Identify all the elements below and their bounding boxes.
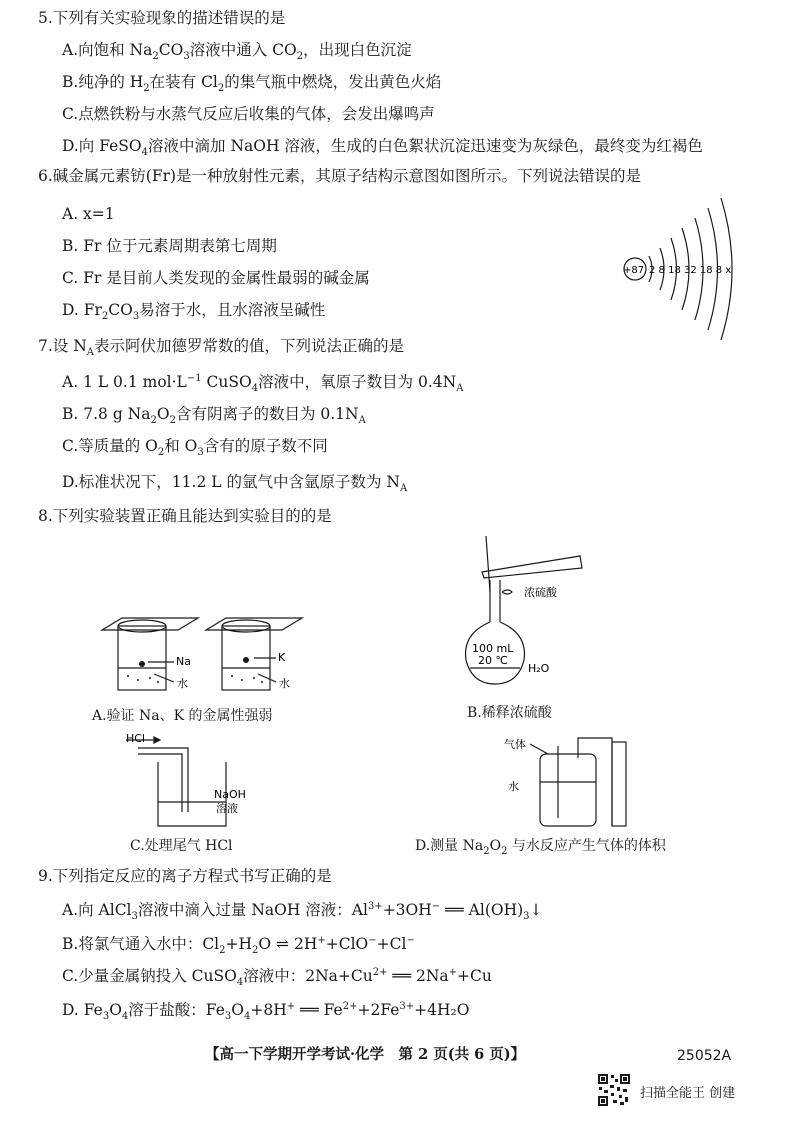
q7-option-b: B. 7.8 g $Na_2O_2$含有阴离子的数目为 $0.1N_A$ <box>62 405 366 427</box>
q7-option-a: A. 1 L 0.1 $mol\cdot L^{-1}$ CuSO$_4$溶液中，氧原子数目为 $0.4N_A$ <box>62 372 464 395</box>
label-flask-volume: 100 mL <box>472 642 514 655</box>
q5-stem: 5.下列有关实验现象的描述错误的是 <box>38 9 286 27</box>
scanner-watermark: 扫描全能王 创建 <box>640 1086 736 1101</box>
exam-code: 25052A <box>677 1048 732 1064</box>
page-footer: 【高一下学期开学考试·化学 第 2 页(共 6 页)】 <box>205 1046 526 1063</box>
q6-stem: 6.碱金属元素钫(Fr)是一种放射性元素，其原子结构示意图如图所示。下列说法错误的是 <box>38 167 642 185</box>
label-water-d: 水 <box>508 780 519 793</box>
q9-option-d: D. $Fe_3O_4$溶于盐酸：$Fe_3O_4+8H^+$ ══ $Fe^{2+}+2Fe^{3+}+4H_2O$ <box>62 1000 470 1023</box>
figure-b-caption: B.稀释浓硫酸 <box>467 705 552 721</box>
q5-option-d: D.向 FeSO$_4$溶液中滴加 NaOH 溶液，生成的白色絮状沉淀迅速变为灰绿色，最终变为红褐色 <box>62 137 703 159</box>
q9-option-b: B.将氯气通入水中：$Cl_2+H_2O$ ⇌ 2H++ClO−+Cl− <box>62 934 415 957</box>
label-naoh: NaOH <box>214 788 246 801</box>
label-k: K <box>278 651 286 664</box>
q9-stem: 9.下列指定反应的离子方程式书写正确的是 <box>38 867 332 885</box>
gas-tube-inner <box>138 754 182 812</box>
label-water-left: 水 <box>177 677 188 690</box>
q6-option-c: C. Fr 是目前人类发现的金属性最弱的碱金属 <box>62 269 370 287</box>
q7-option-c: C.等质量的 $O_2$和 $O_3$含有的原子数不同 <box>62 437 328 459</box>
fr-atom-diagram <box>615 190 745 340</box>
figure-a-na-k-beakers <box>98 612 318 698</box>
q7-stem: 7.设 $N_A$表示阿伏加德罗常数的值，下列说法正确的是 <box>38 337 405 359</box>
sodium-piece <box>139 661 145 667</box>
figure-c-hcl-absorption <box>118 732 268 832</box>
q6-option-b: B. Fr 位于元素周期表第七周期 <box>62 237 277 255</box>
q6-option-a: A. x=1 <box>62 205 115 223</box>
potassium-piece <box>243 657 249 663</box>
label-solution: 溶液 <box>216 802 238 815</box>
tilted-cylinder <box>482 556 582 578</box>
q6-option-d: D. $Fr_2CO_3$易溶于水，且水溶液呈碱性 <box>62 301 326 323</box>
q7-option-d: D.标准状况下，11.2 L 的氩气中含氩原子数为 $N_A$ <box>62 473 408 495</box>
figure-c-caption: C.处理尾气 HCl <box>130 838 233 854</box>
q9-option-a: A.向 AlCl$_3$溶液中滴入过量 NaOH 溶液：$Al^{3+}+3OH^-$ ══ $Al(OH)_3↓$ <box>62 900 543 923</box>
q9-option-c: C.少量金属钠投入 CuSO$_4$溶液中：$2Na+Cu^{2+}$ ══ 2Na++Cu <box>62 966 492 989</box>
qr-code-icon <box>597 1073 631 1107</box>
beaker-left <box>118 626 166 690</box>
figure-d-caption: D.测量 $Na_2O_2$ 与水反应产生气体的体积 <box>415 838 666 857</box>
nucleus-charge: +87 <box>623 265 645 276</box>
measuring-cylinder <box>612 742 626 826</box>
label-conc-sulfuric: 浓硫酸 <box>524 586 557 599</box>
label-gas: 气体 <box>504 738 526 751</box>
figure-b-volumetric-flask <box>462 532 592 697</box>
collecting-bottle <box>540 754 596 826</box>
label-flask-temp: 20 ℃ <box>478 654 508 667</box>
figure-d-gas-volume <box>500 728 630 833</box>
glass-rod <box>486 536 490 592</box>
q5-option-c: C.点燃铁粉与水蒸气反应后收集的气体，会发出爆鸣声 <box>62 105 435 123</box>
q5-option-b: B.纯净的 $H_2$在装有 $Cl_2$的集气瓶中燃烧，发出黄色火焰 <box>62 73 442 95</box>
label-water-right: 水 <box>279 677 290 690</box>
label-hcl: HCl <box>126 732 146 745</box>
q8-stem: 8.下列实验装置正确且能达到实验目的的是 <box>38 507 332 525</box>
stopcock <box>502 590 512 594</box>
shell-electrons: 2 8 18 32 18 8 x <box>649 265 732 276</box>
label-na: Na <box>176 655 191 668</box>
q5-option-a: A.向饱和 $Na_2CO_3$溶液中通入 $CO_2$，出现白色沉淀 <box>62 41 412 63</box>
figure-a-caption: A.验证 Na、K 的金属性强弱 <box>92 708 273 724</box>
label-h2o: H₂O <box>528 662 550 675</box>
